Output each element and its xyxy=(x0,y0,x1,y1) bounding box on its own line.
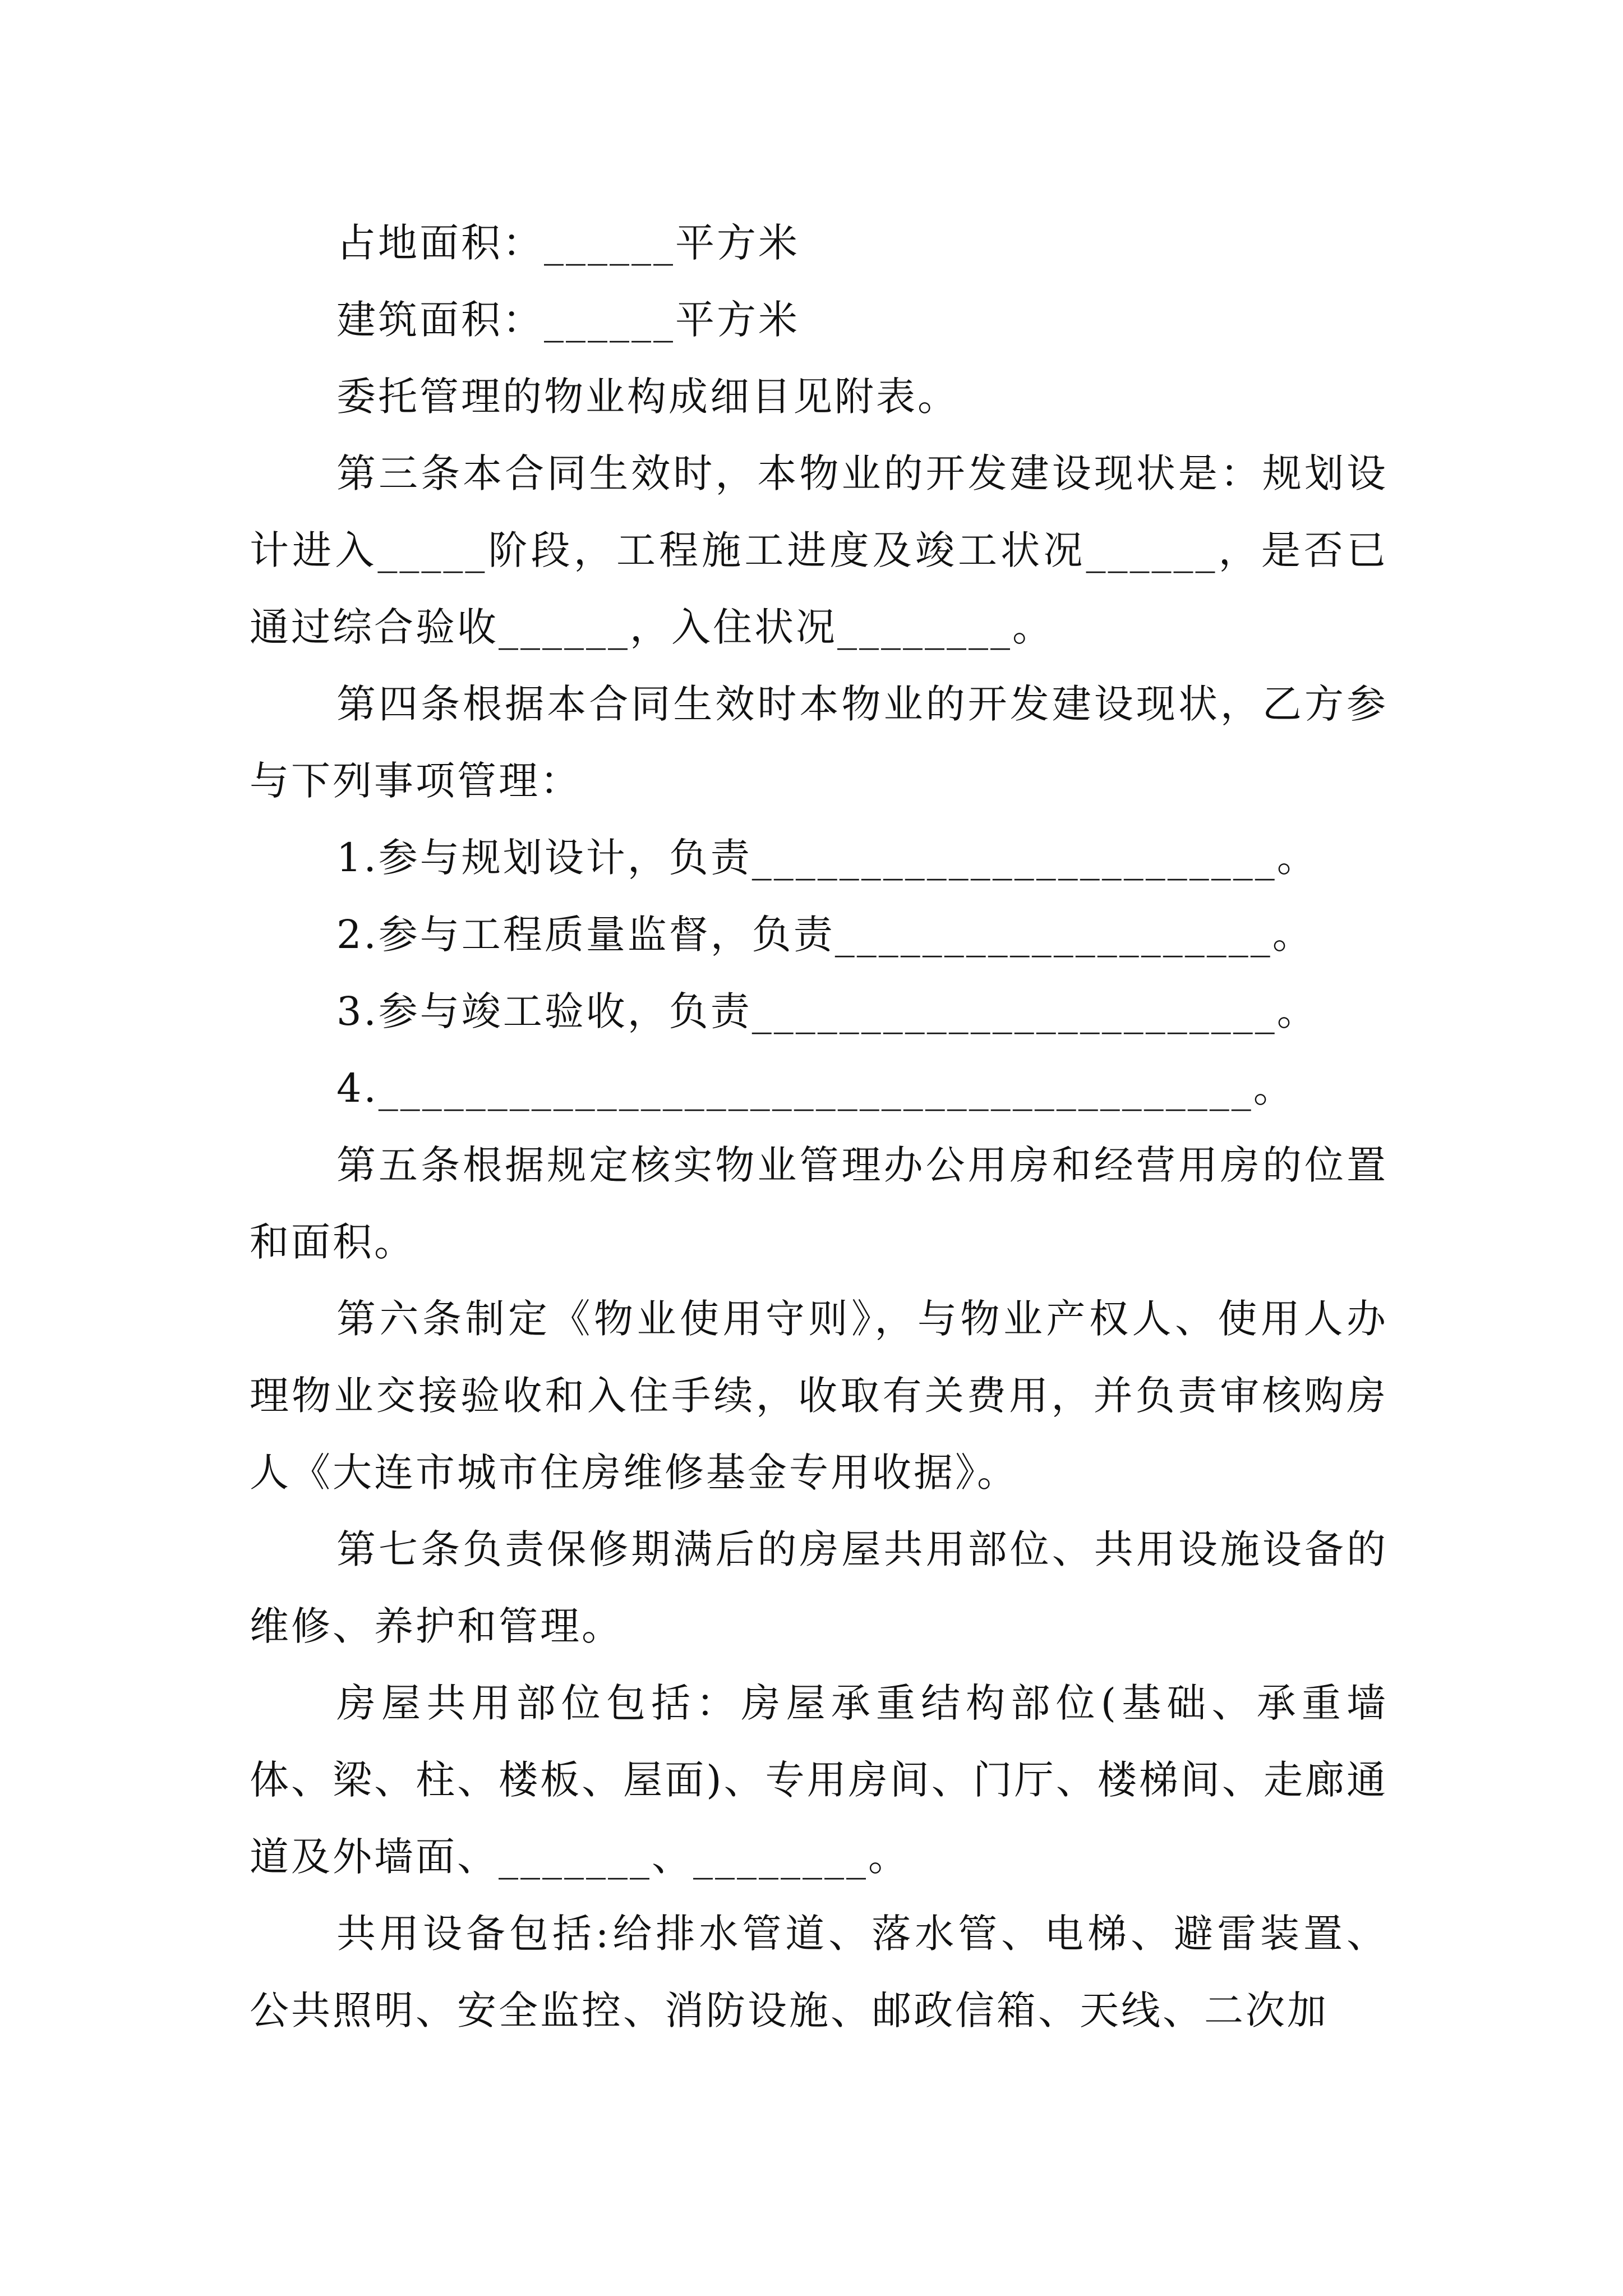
paragraph-article-7: 第七条负责保修期满后的房屋共用部位、共用设施设备的维修、养护和管理。 xyxy=(250,1526,1388,1649)
paragraph-land-area: 占地面积：______平方米 xyxy=(336,220,800,266)
list-item-4: 4.________________________________________。 xyxy=(336,1065,1295,1111)
paragraph-shared-parts: 房屋共用部位包括：房屋承重结构部位(基础、承重墙体、梁、柱、楼板、屋面)、专用房间、门厅、楼梯间、走廊通道及外墙面、_______、________。 xyxy=(250,1680,1388,1880)
list-item-3: 3.参与竣工验收，负责________________________。 xyxy=(336,988,1318,1034)
paragraph-article-6: 第六条制定《物业使用守则》，与物业产权人、使用人办理物业交接验收和入住手续，收取有关费用，并负责审核购房人《大连市城市住房维修基金专用收据》。 xyxy=(250,1296,1388,1496)
paragraph-article-5: 第五条根据规定核实物业管理办公用房和经营用房的位置和面积。 xyxy=(250,1142,1388,1265)
paragraph-property-composition: 委托管理的物业构成细目见附表。 xyxy=(336,374,959,420)
list-item-2: 2.参与工程质量监督，负责____________________。 xyxy=(336,912,1314,958)
paragraph-shared-equipment: 共用设备包括:给排水管道、落水管、电梯、避雷装置、公共照明、安全监控、消防设施、邮政信箱、天线、二次加 xyxy=(250,1911,1388,2033)
list-item-1: 1.参与规划设计，负责________________________。 xyxy=(336,835,1318,881)
paragraph-building-area: 建筑面积：______平方米 xyxy=(336,297,800,343)
paragraph-article-4: 第四条根据本合同生效时本物业的开发建设现状，乙方参与下列事项管理： xyxy=(250,681,1388,804)
paragraph-article-3: 第三条本合同生效时，本物业的开发建设现状是：规划设计进入_____阶段，工程施工进度及竣工状况______，是否已通过综合验收______，入住状况________。 xyxy=(250,450,1388,650)
